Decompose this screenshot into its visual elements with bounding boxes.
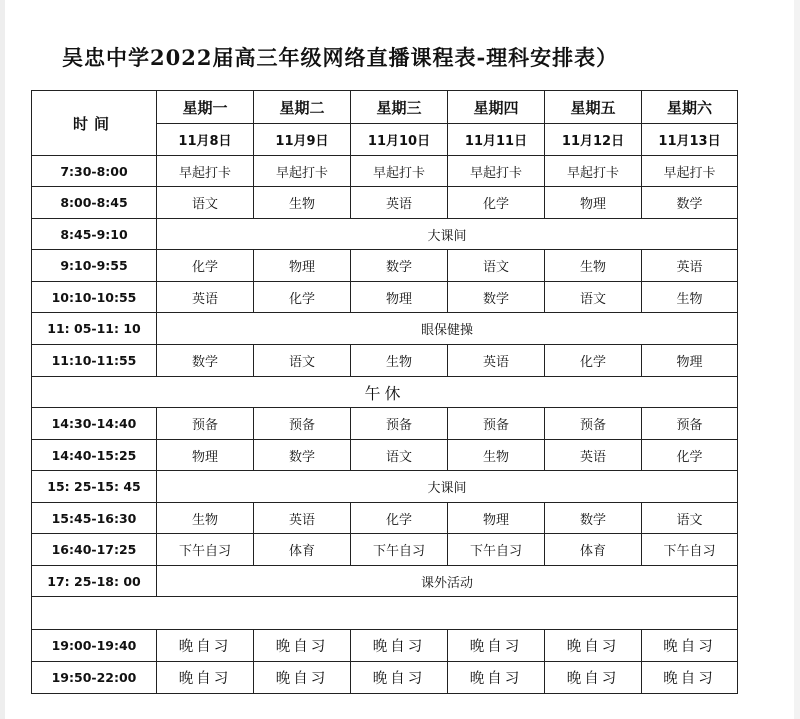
subject-cell: 数学: [642, 187, 738, 219]
subject-cell: 物理: [448, 503, 545, 534]
subject-cell: 晚自习: [351, 662, 448, 694]
time-slot-cell: 17: 25-18: 00: [32, 566, 157, 597]
left-edge-shadow: [0, 0, 5, 719]
subject-cell: 语文: [351, 440, 448, 471]
header-date: 11月9日: [254, 124, 351, 156]
subject-cell: 生物: [254, 187, 351, 219]
header-day: 星期一: [157, 91, 254, 124]
subject-cell: 语文: [448, 250, 545, 282]
subject-cell: 语文: [642, 503, 738, 534]
subject-cell: 预备: [351, 408, 448, 440]
schedule-row: [32, 503, 738, 534]
subject-cell: 晚自习: [642, 662, 738, 694]
subject-cell: 生物: [448, 440, 545, 471]
subject-cell: 晚自习: [254, 630, 351, 662]
schedule-row: [32, 313, 738, 345]
header-day: 星期五: [545, 91, 642, 124]
schedule-row: [32, 597, 738, 630]
schedule-row: [32, 377, 738, 408]
subject-cell: 晚自习: [254, 662, 351, 694]
subject-cell: 数学: [448, 282, 545, 313]
subject-cell: 物理: [351, 282, 448, 313]
time-slot-cell: 11: 05-11: 10: [32, 313, 157, 345]
subject-cell: 早起打卡: [448, 156, 545, 187]
time-slot-cell: 15:45-16:30: [32, 503, 157, 534]
subject-cell: 生物: [351, 345, 448, 377]
subject-cell: 英语: [157, 282, 254, 313]
schedule-row: [32, 566, 738, 597]
subject-cell: 物理: [157, 440, 254, 471]
subject-cell: 语文: [157, 187, 254, 219]
schedule-row: [32, 630, 738, 662]
activity-span-cell: 大课间: [157, 219, 738, 250]
subject-cell: 数学: [545, 503, 642, 534]
subject-cell: 英语: [254, 503, 351, 534]
time-slot-cell: 10:10-10:55: [32, 282, 157, 313]
subject-cell: 晚自习: [448, 662, 545, 694]
subject-cell: 数学: [351, 250, 448, 282]
header-date: 11月12日: [545, 124, 642, 156]
subject-cell: 数学: [157, 345, 254, 377]
subject-cell: 下午自习: [448, 534, 545, 566]
subject-cell: 物理: [254, 250, 351, 282]
time-slot-cell: 19:50-22:00: [32, 662, 157, 694]
schedule-table: [31, 90, 738, 694]
subject-cell: 晚自习: [642, 630, 738, 662]
subject-cell: 物理: [642, 345, 738, 377]
schedule-row: [32, 250, 738, 282]
subject-cell: 英语: [545, 440, 642, 471]
subject-cell: 语文: [254, 345, 351, 377]
schedule-row: [32, 662, 738, 694]
time-slot-cell: 11:10-11:55: [32, 345, 157, 377]
subject-cell: 晚自习: [157, 630, 254, 662]
time-slot-cell: 7:30-8:00: [32, 156, 157, 187]
time-slot-cell: 16:40-17:25: [32, 534, 157, 566]
header-date: 11月11日: [448, 124, 545, 156]
time-slot-cell: 15: 25-15: 45: [32, 471, 157, 503]
header-time-label: 时间: [32, 91, 157, 156]
subject-cell: 早起打卡: [545, 156, 642, 187]
subject-cell: 体育: [254, 534, 351, 566]
subject-cell: 化学: [254, 282, 351, 313]
subject-cell: 晚自习: [448, 630, 545, 662]
subject-cell: 化学: [157, 250, 254, 282]
subject-cell: 数学: [254, 440, 351, 471]
subject-cell: 下午自习: [351, 534, 448, 566]
subject-cell: 化学: [351, 503, 448, 534]
subject-cell: 物理: [545, 187, 642, 219]
time-slot-cell: 9:10-9:55: [32, 250, 157, 282]
time-slot-cell: 19:00-19:40: [32, 630, 157, 662]
subject-cell: 下午自习: [157, 534, 254, 566]
header-day: 星期四: [448, 91, 545, 124]
subject-cell: 化学: [545, 345, 642, 377]
time-slot-cell: 8:45-9:10: [32, 219, 157, 250]
lunch-break-cell: 午休: [32, 377, 738, 408]
schedule-row: [32, 471, 738, 503]
schedule-row: [32, 534, 738, 566]
subject-cell: 化学: [642, 440, 738, 471]
subject-cell: 早起打卡: [157, 156, 254, 187]
subject-cell: 生物: [157, 503, 254, 534]
subject-cell: 预备: [642, 408, 738, 440]
header-day: 星期二: [254, 91, 351, 124]
subject-cell: 晚自习: [545, 662, 642, 694]
subject-cell: 预备: [254, 408, 351, 440]
header-row-days: [32, 91, 738, 124]
time-slot-cell: 8:00-8:45: [32, 187, 157, 219]
subject-cell: 体育: [545, 534, 642, 566]
subject-cell: 预备: [545, 408, 642, 440]
subject-cell: 下午自习: [642, 534, 738, 566]
header-day: 星期六: [642, 91, 738, 124]
subject-cell: 晚自习: [545, 630, 642, 662]
subject-cell: 早起打卡: [254, 156, 351, 187]
schedule-row: [32, 156, 738, 187]
header-date: 11月10日: [351, 124, 448, 156]
subject-cell: 早起打卡: [351, 156, 448, 187]
header-date: 11月13日: [642, 124, 738, 156]
time-slot-cell: 14:30-14:40: [32, 408, 157, 440]
schedule-title: 吴忠中学2022届高三年级网络直播课程表-理科安排表）: [62, 45, 619, 70]
blank-separator-cell: [32, 597, 738, 630]
schedule-row: [32, 440, 738, 471]
subject-cell: 化学: [448, 187, 545, 219]
schedule-row: [32, 345, 738, 377]
subject-cell: 生物: [545, 250, 642, 282]
subject-cell: 预备: [448, 408, 545, 440]
subject-cell: 预备: [157, 408, 254, 440]
subject-cell: 英语: [448, 345, 545, 377]
subject-cell: 晚自习: [351, 630, 448, 662]
activity-span-cell: 课外活动: [157, 566, 738, 597]
subject-cell: 生物: [642, 282, 738, 313]
activity-span-cell: 大课间: [157, 471, 738, 503]
schedule-row: [32, 187, 738, 219]
activity-span-cell: 眼保健操: [157, 313, 738, 345]
header-day: 星期三: [351, 91, 448, 124]
header-date: 11月8日: [157, 124, 254, 156]
schedule-row: [32, 219, 738, 250]
subject-cell: 早起打卡: [642, 156, 738, 187]
subject-cell: 英语: [642, 250, 738, 282]
time-slot-cell: 14:40-15:25: [32, 440, 157, 471]
schedule-row: [32, 408, 738, 440]
subject-cell: 英语: [351, 187, 448, 219]
right-edge-shadow: [794, 0, 800, 719]
subject-cell: 晚自习: [157, 662, 254, 694]
subject-cell: 语文: [545, 282, 642, 313]
schedule-row: [32, 282, 738, 313]
